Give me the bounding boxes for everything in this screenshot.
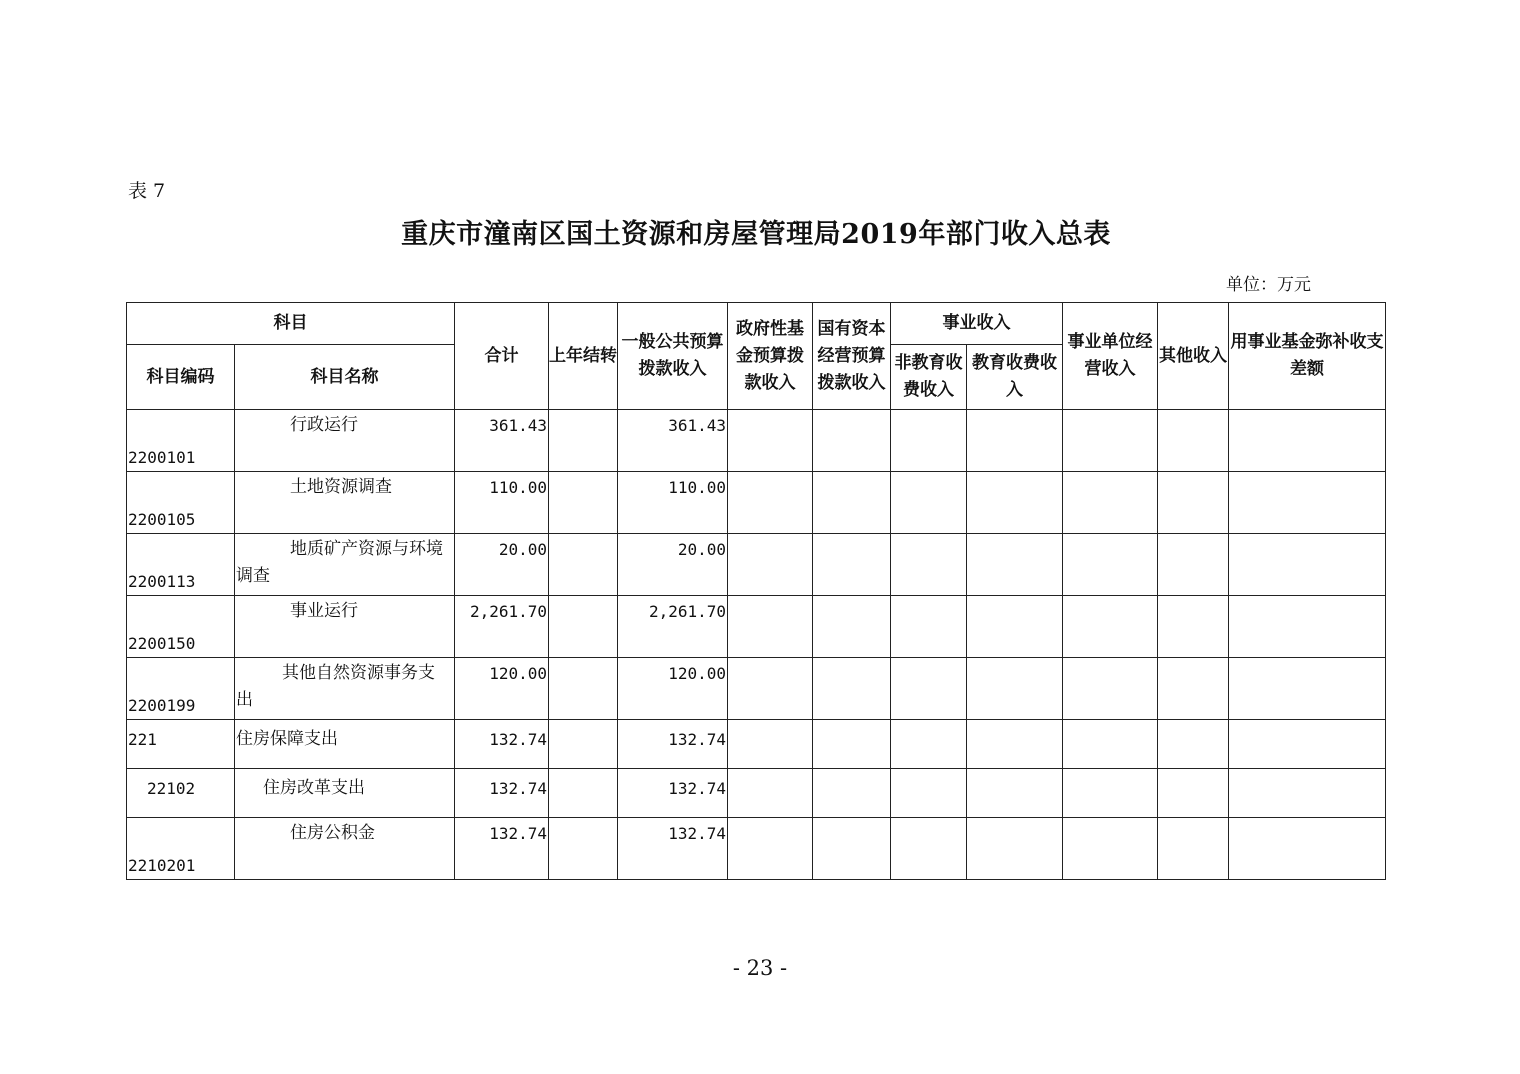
- unit-operating-header: 事业单位经营收入: [1063, 303, 1158, 410]
- fund-offset-header: 用事业基金弥补收支差额: [1229, 303, 1386, 410]
- general-budget-value: 132.74: [618, 818, 728, 880]
- total-value: 120.00: [455, 658, 549, 720]
- general-budget-value: 20.00: [618, 534, 728, 596]
- total-value: 2,261.70: [455, 596, 549, 658]
- total-value: 132.74: [455, 720, 549, 769]
- subject-name: 住房公积金: [235, 818, 455, 880]
- carryover-value: [549, 472, 618, 534]
- table-number: 表 7: [128, 180, 166, 202]
- table-row: [127, 720, 1386, 769]
- header-row-1: [127, 303, 1386, 345]
- subject-header: 科目: [127, 303, 455, 345]
- general-budget-value: 2,261.70: [618, 596, 728, 658]
- general-budget-value: 132.74: [618, 720, 728, 769]
- subject-name: 行政运行: [235, 410, 455, 472]
- carryover-header: 上年结转: [549, 303, 618, 410]
- total-header: 合计: [455, 303, 549, 410]
- total-value: 132.74: [455, 769, 549, 818]
- code-header: 科目编码: [127, 345, 235, 410]
- table-row: [127, 410, 1386, 472]
- income-summary-table: [126, 302, 1386, 880]
- name-header: 科目名称: [235, 345, 455, 410]
- subject-code: 221: [127, 720, 235, 769]
- general-budget-value: 361.43: [618, 410, 728, 472]
- subject-code: 22102: [127, 769, 235, 818]
- subject-name: 地质矿产资源与环境 调查: [235, 534, 455, 596]
- total-value: 110.00: [455, 472, 549, 534]
- table-row: [127, 658, 1386, 720]
- table-row: [127, 769, 1386, 818]
- total-value: 20.00: [455, 534, 549, 596]
- edu-header: 教育收费收入: [967, 345, 1063, 410]
- other-income-header: 其他收入: [1158, 303, 1229, 410]
- subject-code: 2210201: [127, 818, 235, 880]
- subject-name: 住房改革支出: [235, 769, 455, 818]
- table-row: [127, 596, 1386, 658]
- general-budget-value: 132.74: [618, 769, 728, 818]
- state-capital-header: 国有资本经营预算拨款收入: [813, 303, 891, 410]
- general-budget-value: 120.00: [618, 658, 728, 720]
- subject-name: 土地资源调查: [235, 472, 455, 534]
- unit-label: 单位：万元: [1226, 275, 1311, 295]
- subject-name: 其他自然资源事务支 出: [235, 658, 455, 720]
- non-edu-header: 非教育收费收入: [891, 345, 967, 410]
- subject-code: 2200105: [127, 472, 235, 534]
- carryover-value: [549, 720, 618, 769]
- subject-code: 2200150: [127, 596, 235, 658]
- subject-name: 事业运行: [235, 596, 455, 658]
- table-row: [127, 818, 1386, 880]
- gov-fund-header: 政府性基金预算拨款收入: [728, 303, 813, 410]
- subject-name: 住房保障支出: [235, 720, 455, 769]
- page-number: - 23 -: [732, 956, 788, 980]
- carryover-value: [549, 534, 618, 596]
- total-value: 132.74: [455, 818, 549, 880]
- table-row: [127, 472, 1386, 534]
- subject-code: 2200199: [127, 658, 235, 720]
- table-row: [127, 534, 1386, 596]
- subject-code: 2200113: [127, 534, 235, 596]
- carryover-value: [549, 596, 618, 658]
- carryover-value: [549, 769, 618, 818]
- carryover-value: [549, 410, 618, 472]
- page-title: 重庆市潼南区国土资源和房屋管理局2019年部门收入总表: [401, 219, 1111, 250]
- general-budget-value: 110.00: [618, 472, 728, 534]
- subject-code: 2200101: [127, 410, 235, 472]
- business-income-header: 事业收入: [891, 303, 1063, 345]
- total-value: 361.43: [455, 410, 549, 472]
- carryover-value: [549, 658, 618, 720]
- carryover-value: [549, 818, 618, 880]
- general-budget-header: 一般公共预算拨款收入: [618, 303, 728, 410]
